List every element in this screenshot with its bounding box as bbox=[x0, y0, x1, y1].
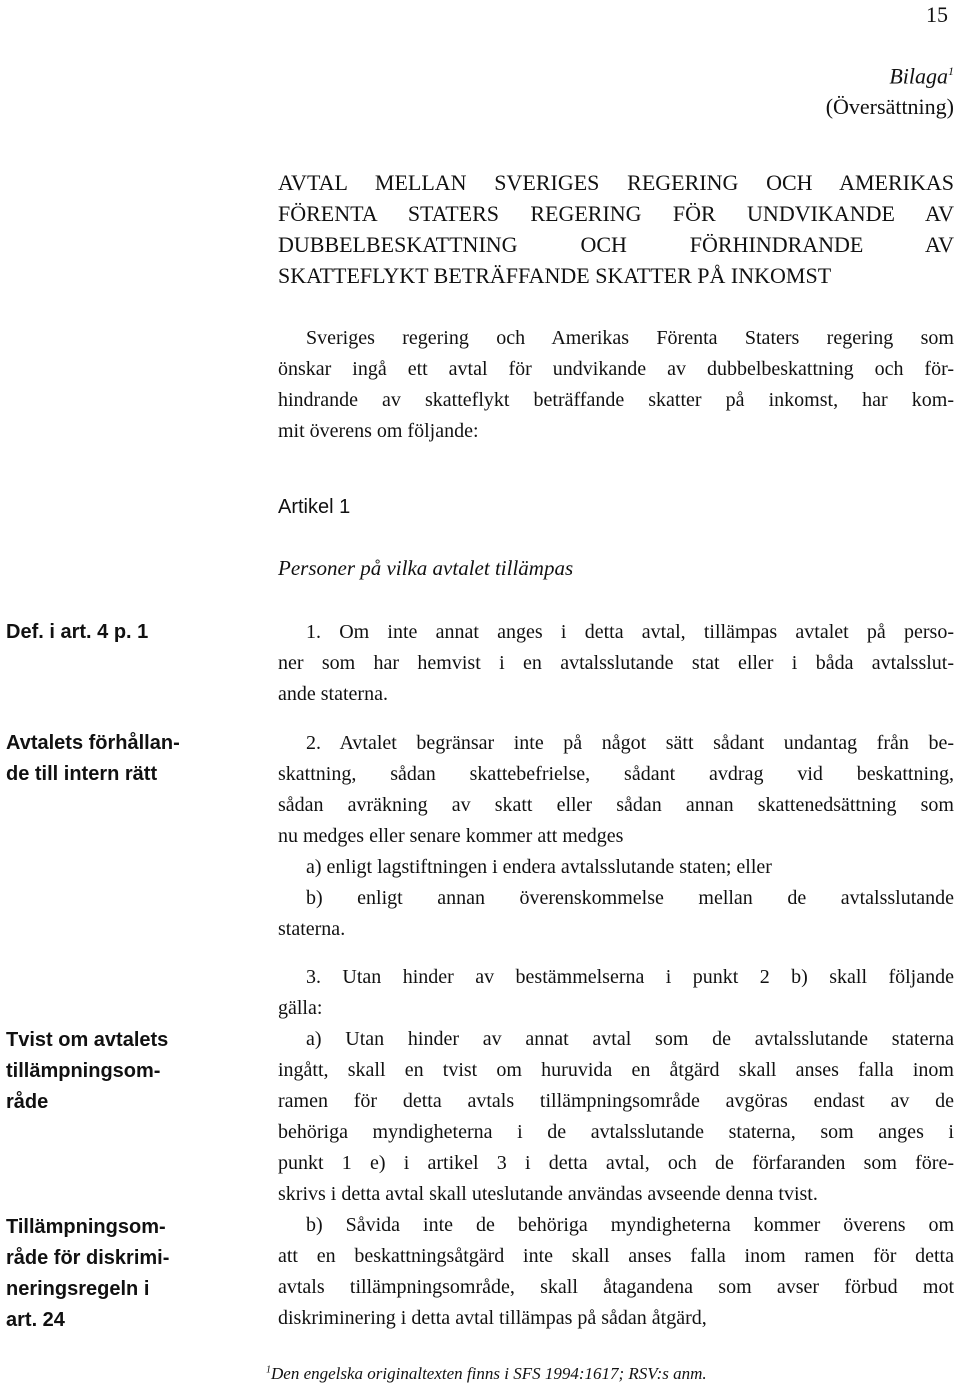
margin-note-definition bbox=[6, 617, 221, 648]
margin-note-line: Def. i art. 4 p. 1 bbox=[6, 621, 149, 643]
paragraph-line: 1. Om inte annat anges i detta avtal, tillämpas avtalet på perso- bbox=[306, 621, 954, 643]
paragraph-2 bbox=[278, 728, 954, 945]
margin-note-line: råde för diskrimi- bbox=[6, 1247, 170, 1269]
footnote bbox=[266, 1364, 707, 1384]
paragraph-line: skattning, sådan skattebefrielse, sådant avdrag vid beskattning, bbox=[278, 763, 954, 785]
agreement-title bbox=[278, 167, 954, 291]
margin-note-line: Avtalets förhållan- bbox=[6, 732, 180, 754]
margin-note-line: de till intern rätt bbox=[6, 763, 158, 785]
paragraph-line: sådan avräkning av skatt eller sådan annan skattenedsättning som bbox=[278, 794, 954, 816]
footnote-marker: 1 bbox=[266, 1364, 271, 1376]
preamble-line: önskar ingå ett avtal för undvikande av dubbelbeskattning och för- bbox=[278, 358, 954, 380]
title-line: FÖRENTA STATERS REGERING FÖR UNDVIKANDE AV bbox=[278, 201, 954, 226]
title-line: DUBBELBESKATTNING OCH FÖRHINDRANDE AV bbox=[278, 232, 954, 257]
margin-note-line: råde bbox=[6, 1091, 49, 1113]
preamble-line: mit överens om följande: bbox=[278, 420, 479, 442]
paragraph-1 bbox=[278, 617, 954, 710]
preamble-line: hindrande av skatteflykt beträffande skatter på inkomst, har kom- bbox=[278, 389, 954, 411]
paragraph-line: b) enligt annan överenskommelse mellan de avtalsslutande bbox=[306, 887, 954, 909]
margin-note-dispute bbox=[6, 1025, 221, 1118]
annex-label: Bilaga bbox=[889, 63, 948, 89]
paragraph-line: ingått, skall en tvist om huruvida en åtgärd skall anses falla inom bbox=[278, 1059, 954, 1081]
margin-note-discrimination bbox=[6, 1212, 221, 1336]
paragraph-line: a) Utan hinder av annat avtal som de avtalsslutande staterna bbox=[306, 1028, 954, 1050]
page-number: 15 bbox=[926, 2, 948, 27]
paragraph-line: 2. Avtalet begränsar inte på något sätt sådant undantag från be- bbox=[306, 732, 954, 754]
paragraph-line: diskriminering i detta avtal tillämpas på sådan åtgärd, bbox=[278, 1307, 707, 1329]
margin-note-internal-law bbox=[6, 728, 221, 790]
margin-note-line: Tillämpningsom- bbox=[6, 1216, 166, 1238]
margin-note-line: neringsregeln i bbox=[6, 1278, 150, 1300]
paragraph-line: behöriga myndigheterna i de avtalsslutande staterna, som anges i bbox=[278, 1121, 954, 1143]
paragraph-line: ner som har hemvist i en avtalsslutande stat eller i båda avtalsslut- bbox=[278, 652, 954, 674]
paragraph-line: ande staterna. bbox=[278, 683, 388, 705]
margin-note-line: Tvist om avtalets bbox=[6, 1029, 169, 1051]
margin-note-line: art. 24 bbox=[6, 1309, 65, 1331]
paragraph-3 bbox=[278, 962, 954, 1334]
paragraph-line: ramen för detta avtals tillämpningsområde avgöras endast av de bbox=[278, 1090, 954, 1112]
paragraph-line: a) enligt lagstiftningen i endera avtalsslutande staten; eller bbox=[306, 856, 772, 878]
article-subtitle: Personer på vilka avtalet tillämpas bbox=[278, 556, 574, 580]
annex-subtitle: (Översättning) bbox=[825, 94, 954, 120]
title-line: AVTAL MELLAN SVERIGES REGERING OCH AMERIKAS bbox=[278, 170, 954, 195]
paragraph-line: nu medges eller senare kommer att medges bbox=[278, 825, 624, 847]
paragraph-line: att en beskattningsåtgärd inte skall anses falla inom ramen för detta bbox=[278, 1245, 954, 1267]
annex-footnote-marker: 1 bbox=[948, 64, 954, 78]
paragraph-line: punkt 1 e) i artikel 3 i detta avtal, och de förfaranden som före- bbox=[278, 1152, 954, 1174]
margin-note-line: tillämpningsom- bbox=[6, 1060, 161, 1082]
paragraph-line: gälla: bbox=[278, 997, 323, 1019]
paragraph-line: 3. Utan hinder av bestämmelserna i punkt 2 b) skall följande bbox=[306, 966, 954, 988]
paragraph-line: staterna. bbox=[278, 918, 346, 940]
paragraph-line: skrivs i detta avtal skall uteslutande användas avseende denna tvist. bbox=[278, 1183, 818, 1205]
article-heading: Artikel 1 bbox=[278, 496, 351, 518]
title-line: SKATTEFLYKT BETRÄFFANDE SKATTER PÅ INKOMST bbox=[278, 263, 832, 288]
paragraph-line: avtals tillämpningsområde, skall åtagandena som avser förbud mot bbox=[278, 1276, 954, 1298]
preamble bbox=[278, 323, 954, 447]
annex-header bbox=[740, 56, 954, 122]
paragraph-line: b) Såvida inte de behöriga myndigheterna kommer överens om bbox=[306, 1214, 954, 1236]
preamble-line: Sveriges regering och Amerikas Förenta Staters regering som bbox=[306, 327, 954, 349]
footnote-text: Den engelska originaltexten finns i SFS 1994:1617; RSV:s anm. bbox=[271, 1364, 707, 1383]
